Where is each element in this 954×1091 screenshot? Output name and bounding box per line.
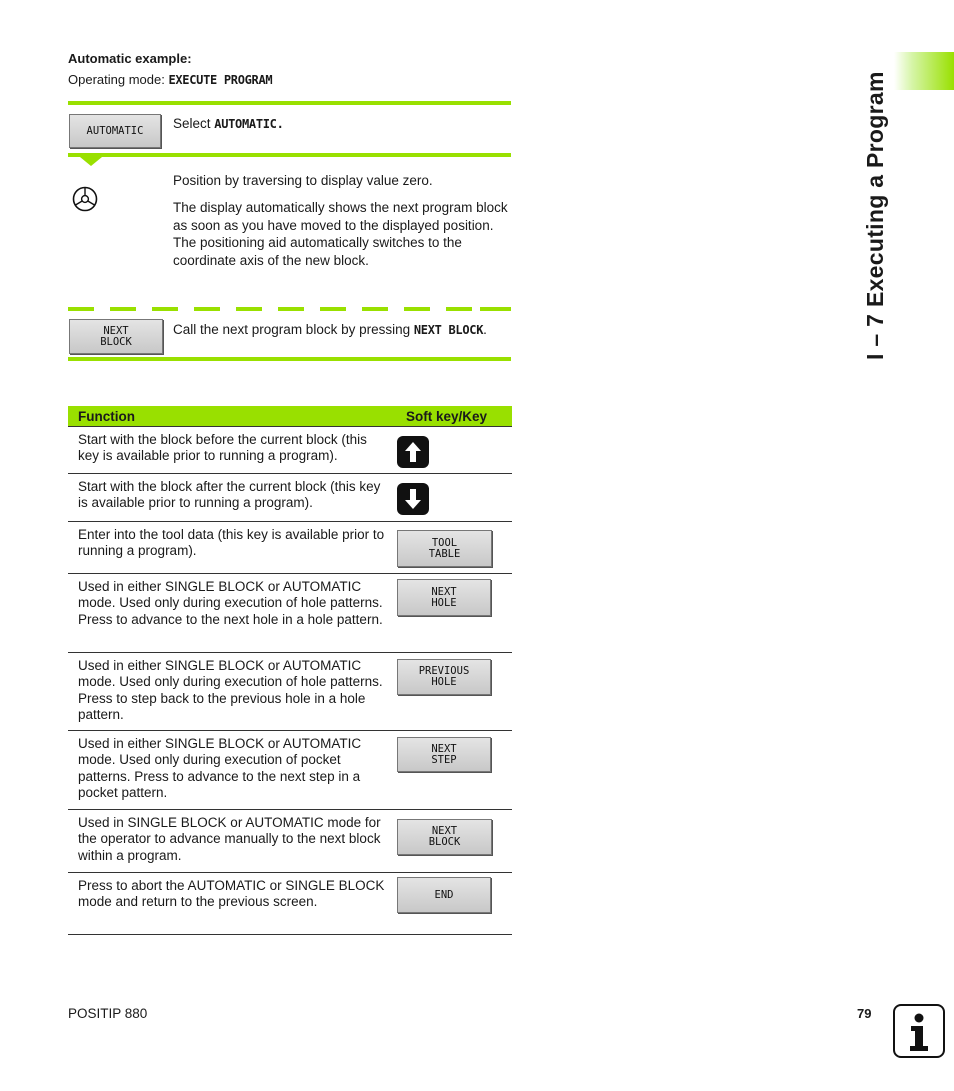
table-row [68,427,512,474]
divider-bottom [68,357,511,361]
step1-key: AUTOMATIC. [214,117,284,131]
step3-prefix: Call the next program block by pressing [173,322,414,337]
next-hole-softkey[interactable]: NEXT HOLE [397,579,491,616]
row-text: Used in either SINGLE BLOCK or AUTOMATIC mode. Used only during execution of hole patterns. Press to step back to the previous hole in a hole pattern. [78,658,383,722]
table-row [68,474,512,522]
tool-table-softkey[interactable]: TOOL TABLE [397,530,492,567]
table-row [68,810,512,873]
dash-segment [404,307,430,311]
step2-line1: Position by traversing to display value zero. [173,173,433,188]
dash-segment [320,307,346,311]
function-table [68,406,512,935]
step2-line2: The display automatically shows the next program block as soon as you have moved to the displayed position. The positioning aid automatically switches to the coordinate axis of the new block. [173,200,508,268]
arrow-up-icon[interactable] [397,436,429,468]
dash-segment [278,307,304,311]
step3-suffix: . [483,322,487,337]
arrow-down-marker [80,157,102,166]
dash-segment [362,307,388,311]
col-key-header: Soft key/Key [396,406,512,427]
table-header [68,406,512,427]
row-text: Used in either SINGLE BLOCK or AUTOMATIC mode. Used only during execution of hole patterns. Press to advance to the next hole in a hole pattern. [78,579,383,627]
divider-top [68,101,511,105]
info-icon [893,1004,945,1058]
step1-prefix: Select [173,116,215,131]
chapter-tab [894,52,954,90]
row-text: Press to abort the AUTOMATIC or SINGLE BLOCK mode and return to the previous screen. [78,878,385,910]
operating-mode-value: EXECUTE PROGRAM [168,73,273,87]
previous-hole-softkey[interactable]: PREVIOUS HOLE [397,659,491,695]
row-text: Enter into the tool data (this key is available prior to running a program). [78,527,385,559]
dash-segment [110,307,136,311]
table-row [68,731,512,810]
next-block-softkey[interactable]: NEXT BLOCK [69,319,163,354]
chapter-title: I – 7 Executing a Program [862,71,888,360]
dash-segment [236,307,262,311]
dash-segment [68,307,94,311]
automatic-softkey[interactable]: AUTOMATIC [69,114,161,148]
row-text: Used in either SINGLE BLOCK or AUTOMATIC mode. Used only during execution of pocket patterns. Press to advance to the next step in a pocket pattern. [78,736,362,800]
page-number: 79 [857,1006,872,1021]
row-text: Start with the block before the current block (this key is available prior to running a program). [78,432,367,464]
step3-key: NEXT BLOCK [413,323,484,337]
table-row [68,522,512,574]
footer-product: POSITIP 880 [68,1006,148,1021]
dash-segment [194,307,220,311]
dash-segment [446,307,472,311]
step1-text [173,115,284,134]
next-block-softkey-table[interactable]: NEXT BLOCK [397,819,492,855]
divider-step1 [68,153,511,157]
handwheel-icon [72,186,98,212]
table-row [68,873,512,935]
arrow-down-icon[interactable] [397,483,429,515]
col-function-header: Function [68,406,396,427]
dash-segment [152,307,178,311]
table-row [68,574,512,653]
step3-text [173,321,487,340]
operating-mode-line [68,72,272,87]
section-heading: Automatic example: [68,51,192,66]
dash-segment [480,307,511,311]
row-text: Used in SINGLE BLOCK or AUTOMATIC mode for the operator to advance manually to the next block within a program. [78,815,381,863]
end-softkey[interactable]: END [397,877,491,913]
operating-mode-label: Operating mode: [68,72,169,87]
row-text: Start with the block after the current block (this key is available prior to running a program). [78,479,381,511]
next-step-softkey[interactable]: NEXT STEP [397,737,491,772]
table-row [68,653,512,731]
